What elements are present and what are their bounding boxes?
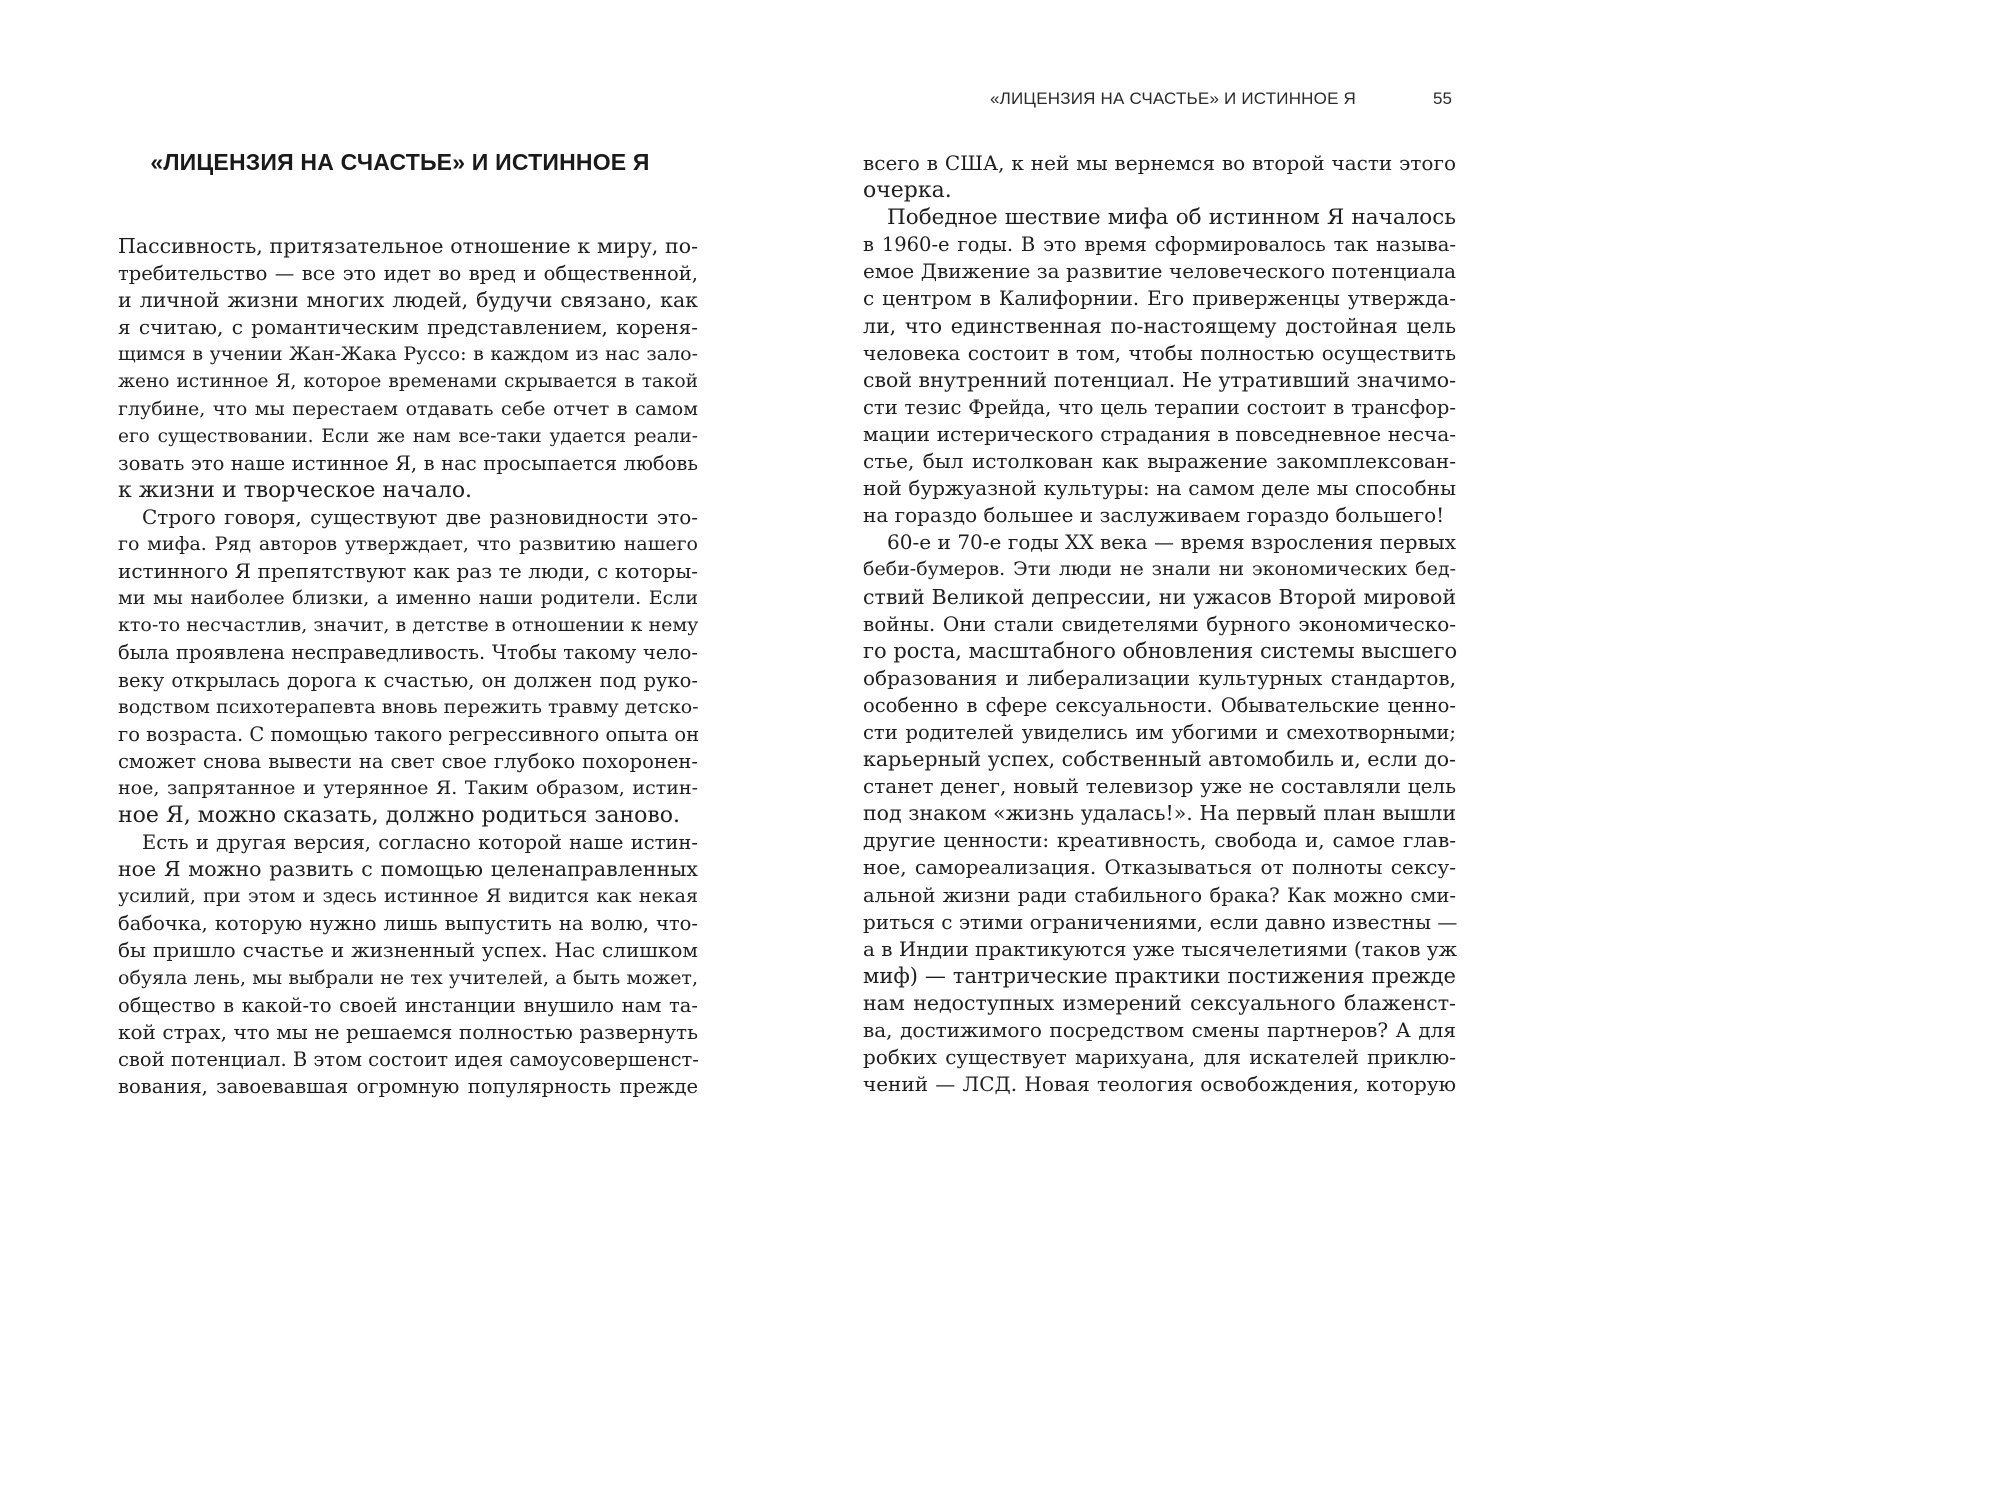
text-line: го роста, масштабного обновления системы высшего	[863, 638, 1458, 663]
text-line: ное Я можно развить с помощью целенаправленных	[118, 857, 698, 882]
running-head: «ЛИЦЕНЗИЯ НА СЧАСТЬЕ» И ИСТИННОЕ Я	[990, 89, 1357, 108]
text-line: особенно в сфере сексуальности. Обывательские ценно-	[863, 693, 1456, 717]
text-line: риться с этими ограничениями, если давно известны —	[863, 909, 1458, 934]
text-line: свой потенциал. В этом состоит идея самоусовершенст-	[118, 1047, 699, 1071]
text-line: ное, запрятанное и утерянное Я. Таким образом, истин-	[118, 776, 698, 799]
text-line: ли, что единственная по-настоящему достойная цель	[863, 313, 1456, 338]
text-line: го возраста. С помощью такого регрессивного опыта он	[118, 722, 700, 746]
text-line: альной жизни ради стабильного брака? Как можно сми-	[863, 883, 1456, 907]
text-line: а в Индии практикуются уже тысячелетиями (таков уж	[863, 936, 1458, 961]
text-line: ва, достижимого посредством смены партнеров? А для	[863, 1018, 1456, 1042]
text-line: глубине, что мы перестаем отдавать себе отчет в самом	[118, 397, 698, 420]
text-line: емое Движение за развитие человеческого потенциала	[863, 259, 1456, 284]
text-line: всего в США, к ней мы вернемся во второй части этого	[863, 151, 1456, 175]
text-line: была проявлена несправедливость. Чтобы такому чело-	[118, 641, 698, 665]
page-number: 55	[1433, 89, 1452, 108]
text-line: миф) — тантрические практики постижения прежде	[863, 963, 1456, 988]
text-line: веку открылась дорога к счастью, он должен под руко-	[118, 668, 698, 692]
text-line: беби-бумеров. Эти люди не знали ни экономических бед-	[863, 558, 1456, 581]
text-line: общество в какой-то своей инстанции внушило нам та-	[118, 993, 698, 1017]
text-line: вования, завоевавшая огромную популярность прежде	[118, 1074, 698, 1098]
text-line: ное, самореализация. Отказываться от полноты сексу-	[863, 855, 1456, 880]
left-body-text	[118, 233, 698, 1100]
text-line: кой страх, что мы не решаемся полностью развернуть	[118, 1019, 698, 1044]
text-line: чений — ЛСД. Новая теология освобождения, которую	[863, 1072, 1456, 1097]
text-line: нам недоступных измерений сексуального блаженст-	[863, 990, 1456, 1015]
text-line: я считаю, с романтическим представлением, кореня-	[118, 315, 698, 340]
text-line: сти тезис Фрейда, что цель терапии состоит в трансфор-	[863, 395, 1456, 419]
text-line: и личной жизни многих людей, будучи связано, как	[118, 288, 698, 313]
text-line: зовать это наше истинное Я, в нас просыпается любовь	[118, 451, 698, 475]
text-line: робких существует марихуана, для искателей приклю-	[863, 1045, 1456, 1070]
text-line: под знаком «жизнь удалась!». На первый план вышли	[863, 801, 1456, 826]
text-line: истинного Я препятствуют как раз те люди, с которы-	[118, 559, 698, 584]
right-body-text	[863, 150, 1456, 1098]
text-line: ной буржуазной культуры: на самом деле мы способны	[863, 476, 1456, 501]
text-line: с центром в Калифорнии. Его приверженцы утвержда-	[863, 286, 1456, 311]
text-line: ствий Великой депрессии, ни ужасов Второй мировой	[863, 584, 1456, 609]
right-page	[770, 0, 1541, 1172]
text-line: карьерный успех, собственный автомобиль и, если до-	[863, 747, 1456, 772]
text-line: стье, был истолкован как выражение закомплексован-	[863, 449, 1456, 474]
text-line: щимся в учении Жан-Жака Руссо: в каждом из нас зало-	[118, 343, 698, 366]
text-line: кто-то несчастлив, значит, в детстве в отношении к нему	[118, 614, 699, 637]
text-line: сти родителей увиделись им убогими и смехотворными;	[863, 720, 1456, 744]
text-line: Есть и другая версия, согласно которой наше истин-	[142, 831, 698, 855]
text-line: свой внутренний потенциал. Не утративший значимо-	[863, 367, 1457, 392]
text-line: 60-е и 70-е годы XX века — время взросления первых	[887, 530, 1456, 555]
text-line: к жизни и творческое начало.	[118, 477, 473, 503]
text-line: обуяла лень, мы выбрали не тех учителей, а быть может,	[118, 966, 698, 989]
left-page	[0, 0, 770, 1172]
text-line: ное Я, можно сказать, должно родиться заново.	[118, 802, 681, 828]
text-line: образования и либерализации культурных стандартов,	[863, 665, 1456, 690]
chapter-title: «ЛИЦЕНЗИЯ НА СЧАСТЬЕ» И ИСТИННОЕ Я	[150, 149, 650, 175]
text-line: сможет снова вывести на свет свое глубоко похоронен-	[118, 749, 698, 773]
text-line: на гораздо большее и заслуживаем гораздо большего!	[863, 503, 1445, 528]
text-line: очерка.	[863, 178, 952, 204]
text-line: Победное шествие мифа об истинном Я началось	[887, 205, 1456, 231]
text-line: го мифа. Ряд авторов утверждает, что развитию нашего	[118, 533, 698, 556]
text-line: требительство — все это идет во вред и общественной,	[118, 262, 698, 286]
text-line: войны. Они стали свидетелями бурного экономическо-	[863, 611, 1456, 636]
text-line: бы пришло счастье и жизненный успех. Нас слишком	[118, 938, 698, 963]
text-line: человека состоит в том, чтобы полностью осуществить	[863, 340, 1456, 365]
text-line: станет денег, новый телевизор уже не составляли цель	[863, 774, 1456, 799]
text-line: мации истерического страдания в повседневное несча-	[863, 421, 1456, 446]
text-line: Строго говоря, существуют две разновидности это-	[142, 504, 698, 529]
text-line: водством психотерапевта вновь пережить травму детско-	[118, 695, 699, 718]
text-line: его существовании. Если же нам все-таки удается реали-	[118, 425, 698, 447]
text-line: другие ценности: креативность, свобода и, самое глав-	[863, 828, 1456, 853]
text-line: жено истинное Я, которое временами скрывается в такой	[118, 371, 698, 393]
text-line: усилий, при этом и здесь истинное Я видится как некая	[118, 885, 698, 908]
text-line: бабочка, которую нужно лишь выпустить на волю, что-	[118, 912, 698, 936]
text-line: ми мы наиболее близки, а именно наши родители. Если	[118, 587, 698, 610]
text-line: Пассивность, притязательное отношение к миру, по-	[118, 234, 698, 258]
text-line: в 1960-е годы. В это время сформировалось так называ-	[863, 233, 1456, 257]
